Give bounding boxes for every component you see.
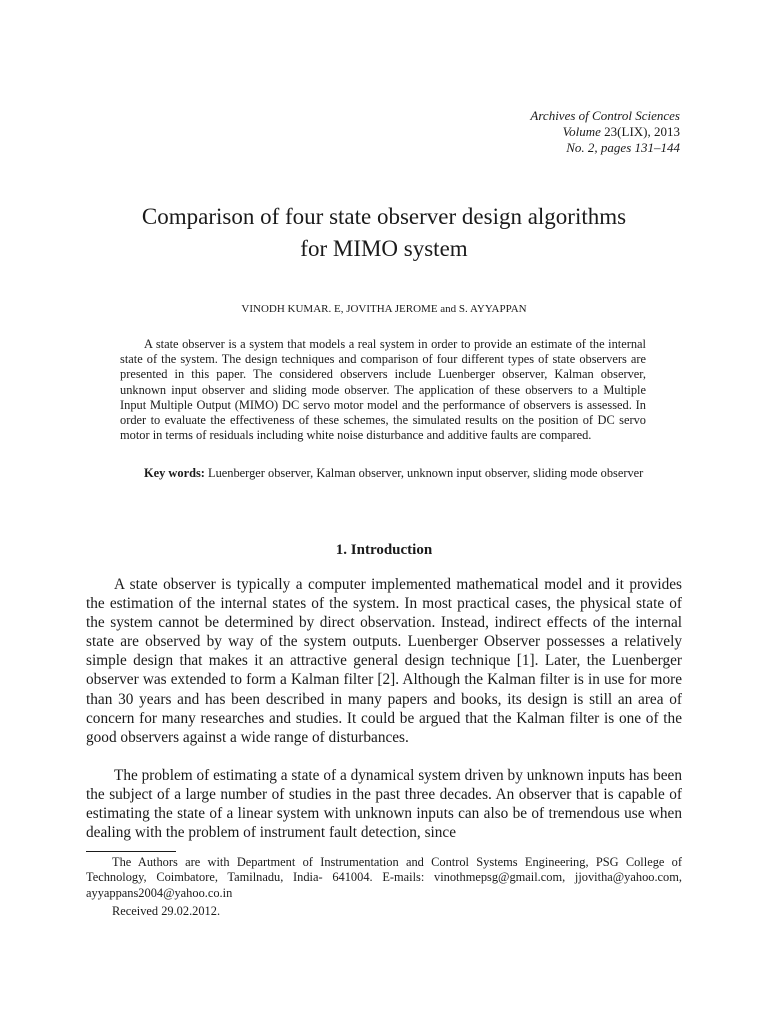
journal-volume-number: 23(LIX), 2013	[600, 124, 680, 139]
keywords	[120, 466, 646, 481]
paper-title-line-2: for MIMO system	[300, 236, 468, 261]
footnote-affiliation: The Authors are with Department of Instrumentation and Control Systems Engineering, PSG College of Technology, Coimbatore, Tamilnadu, India- 641004. E-mails: vinothmepsg@gmail.com, jjovitha@yahoo.com, ayyappans2004@yahoo.co.in	[86, 855, 682, 900]
paper-title-line-1: Comparison of four state observer design algorithms	[141, 204, 627, 229]
keywords-label: Key words:	[144, 466, 205, 480]
abstract: A state observer is a system that models a real system in order to provide an estimate of the internal state of the system. The design techniques and comparison of four different types of state observers are presented in this paper. The considered observers include Luenberger observer, Kalman observer, unknown input observer and sliding mode observer. The application of these observers to a Multiple Input Multiple Output (MIMO) DC servo motor model and the performance of observers is assessed. In order to evaluate the effectiveness of these schemes, the simulated results on the position of DC servo motor in terms of residuals including white noise disturbance and additive faults are compared.	[120, 337, 646, 443]
journal-volume	[530, 124, 680, 140]
keywords-text: Luenberger observer, Kalman observer, unknown input observer, sliding mode observer	[204, 466, 644, 480]
journal-name: Archives of Control Sciences	[530, 108, 680, 123]
journal-volume-word: Volume	[562, 124, 601, 139]
paper-title	[88, 201, 680, 265]
paper-authors: VINODH KUMAR. E, JOVITHA JEROME and S. AYYAPPAN	[241, 303, 527, 315]
intro-paragraph-2: The problem of estimating a state of a dynamical system driven by unknown inputs has been the subject of a large number of studies in the past three decades. An observer that is capable of estimating the state of a linear system with unknown inputs can also be of tremendous use when dealing with the problem of instrument fault detection, since	[86, 767, 682, 842]
intro-paragraph-1: A state observer is typically a computer implemented mathematical model and it provides the estimation of the internal states of the system. In most practical cases, the physical state of the system cannot be determined by direct observation. Instead, indirect effects of the internal state are observed by way of the system outputs. Luenberger Observer possesses a relatively simple design that makes it an attractive general design technique [1]. Later, the Luenberger observer was extended to form a Kalman filter [2]. Although the Kalman filter is in use for more than 30 years and has been described in many papers and books, its design is still an area of concern for many researches and studies. It could be argued that the Kalman filter is one of the good observers against a wide range of disturbances.	[86, 576, 682, 746]
section-heading-introduction: 1. Introduction	[335, 542, 433, 558]
footnote-received-date: Received 29.02.2012.	[112, 904, 221, 918]
journal-issue: No. 2, pages 131–144	[566, 140, 680, 155]
footnote-rule	[86, 851, 176, 852]
journal-header	[530, 108, 680, 156]
